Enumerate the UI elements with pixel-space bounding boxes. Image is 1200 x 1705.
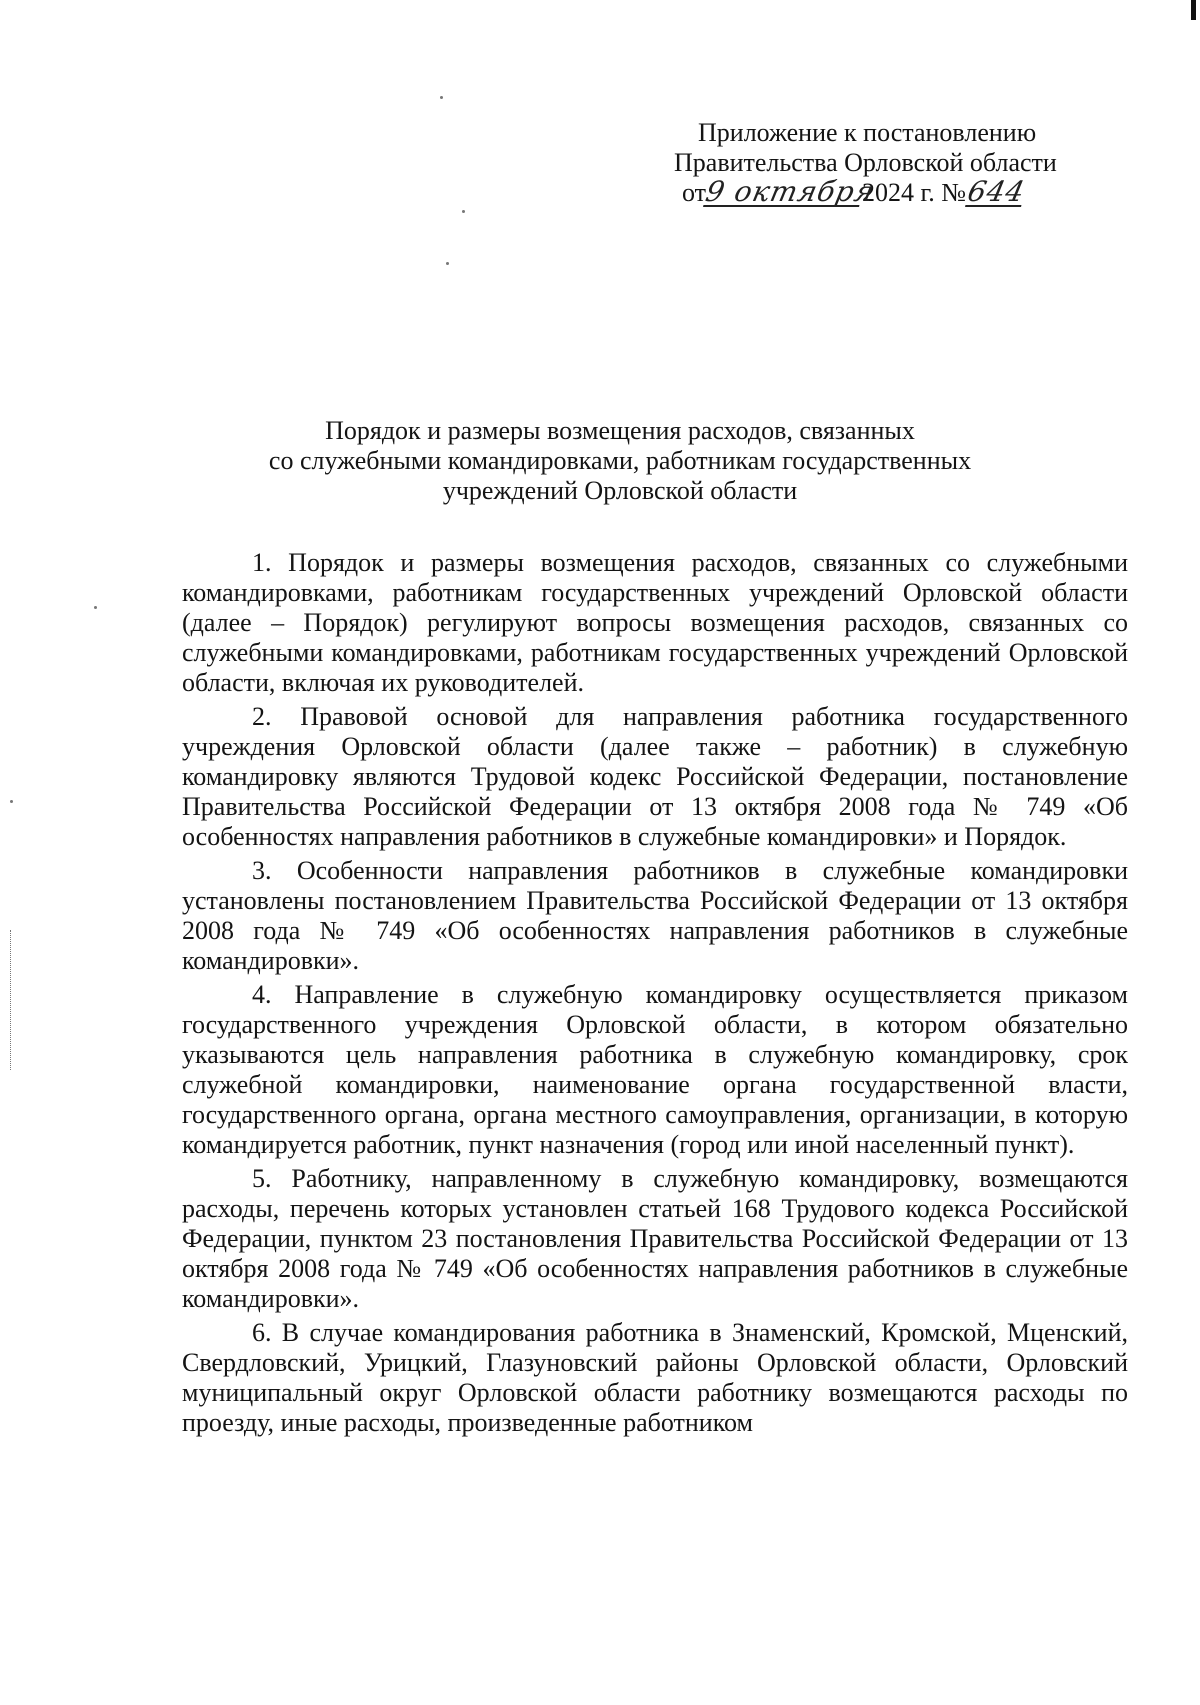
appendix-line-3 [640,175,1080,208]
appendix-line-2: Правительства Орловской области [674,148,1057,177]
paragraph-2: 2. Правовой основой для направления работника государственного учреждения Орловской области (далее также – работник) в служебную командировку являются Трудовой кодекс Российской Федерации, постановление Правительства Российской Федерации от 13 октября 2008 года № 749 «Об особенностях направления работников в служебные командировки» и Порядок. [182,702,1128,851]
document-title [180,416,1060,506]
paragraph-5: 5. Работнику, направленному в служебную командировку, возмещаются расходы, перечень которых установлен статьей 168 Трудового кодекса Российской Федерации, пунктом 23 постановления Правительства Российской Федерации от 13 октября 2008 года № 749 «Об особенностях направления работников в служебные командировки». [182,1164,1128,1313]
appendix-header [640,118,1080,208]
paragraph-4: 4. Направление в служебную командировку осуществляется приказом государственного учреждения Орловской области, в котором обязательно указываются цель направления работника в служебную командировку, срок служебной командировки, наименование органа государственной власти, государственного органа, органа местного самоуправления, организации, в которую командируется работник, пункт назначения (город или иной населенный пункт). [182,980,1128,1159]
year-and-number-label: 2024 г. № [862,178,967,207]
scan-mark [1191,0,1196,20]
appendix-line-1: Приложение к постановлению [698,118,1037,147]
handwritten-date: 9 октября [702,175,878,208]
scan-binding-marks [10,930,14,1070]
title-line-3: учреждений Орловской области [442,476,798,505]
scan-speck [462,210,465,213]
title-line-1: Порядок и размеры возмещения расходов, связанных [325,416,915,445]
title-line-2: со служебными командировками, работникам государственных [268,446,972,475]
scan-speck [10,800,13,803]
paragraph-3: 3. Особенности направления работников в служебные командировки установлены постановлением Правительства Российской Федерации от 13 октября 2008 года № 749 «Об особенностях направления работников в служебные командировки». [182,856,1128,975]
scan-speck [440,96,443,99]
scan-speck [94,606,97,609]
paragraph-1: 1. Порядок и размеры возмещения расходов, связанных со служебными командировками, работникам государственных учреждений Орловской области (далее – Порядок) регулируют вопросы возмещения расходов, связанных со служебными командировками, работникам государственных учреждений Орловской области, включая их руководителей. [182,548,1128,697]
handwritten-number: 644 [964,175,1029,208]
date-prefix: от [682,178,707,207]
document-body [182,548,1128,1442]
scan-speck [446,262,449,265]
paragraph-6: 6. В случае командирования работника в Знаменский, Кромской, Мценский, Свердловский, Урицкий, Глазуновский районы Орловской области, Орловский муниципальный округ Орловской области работнику возмещаются расходы по проезду, иные расходы, произведенные работником [182,1318,1128,1437]
